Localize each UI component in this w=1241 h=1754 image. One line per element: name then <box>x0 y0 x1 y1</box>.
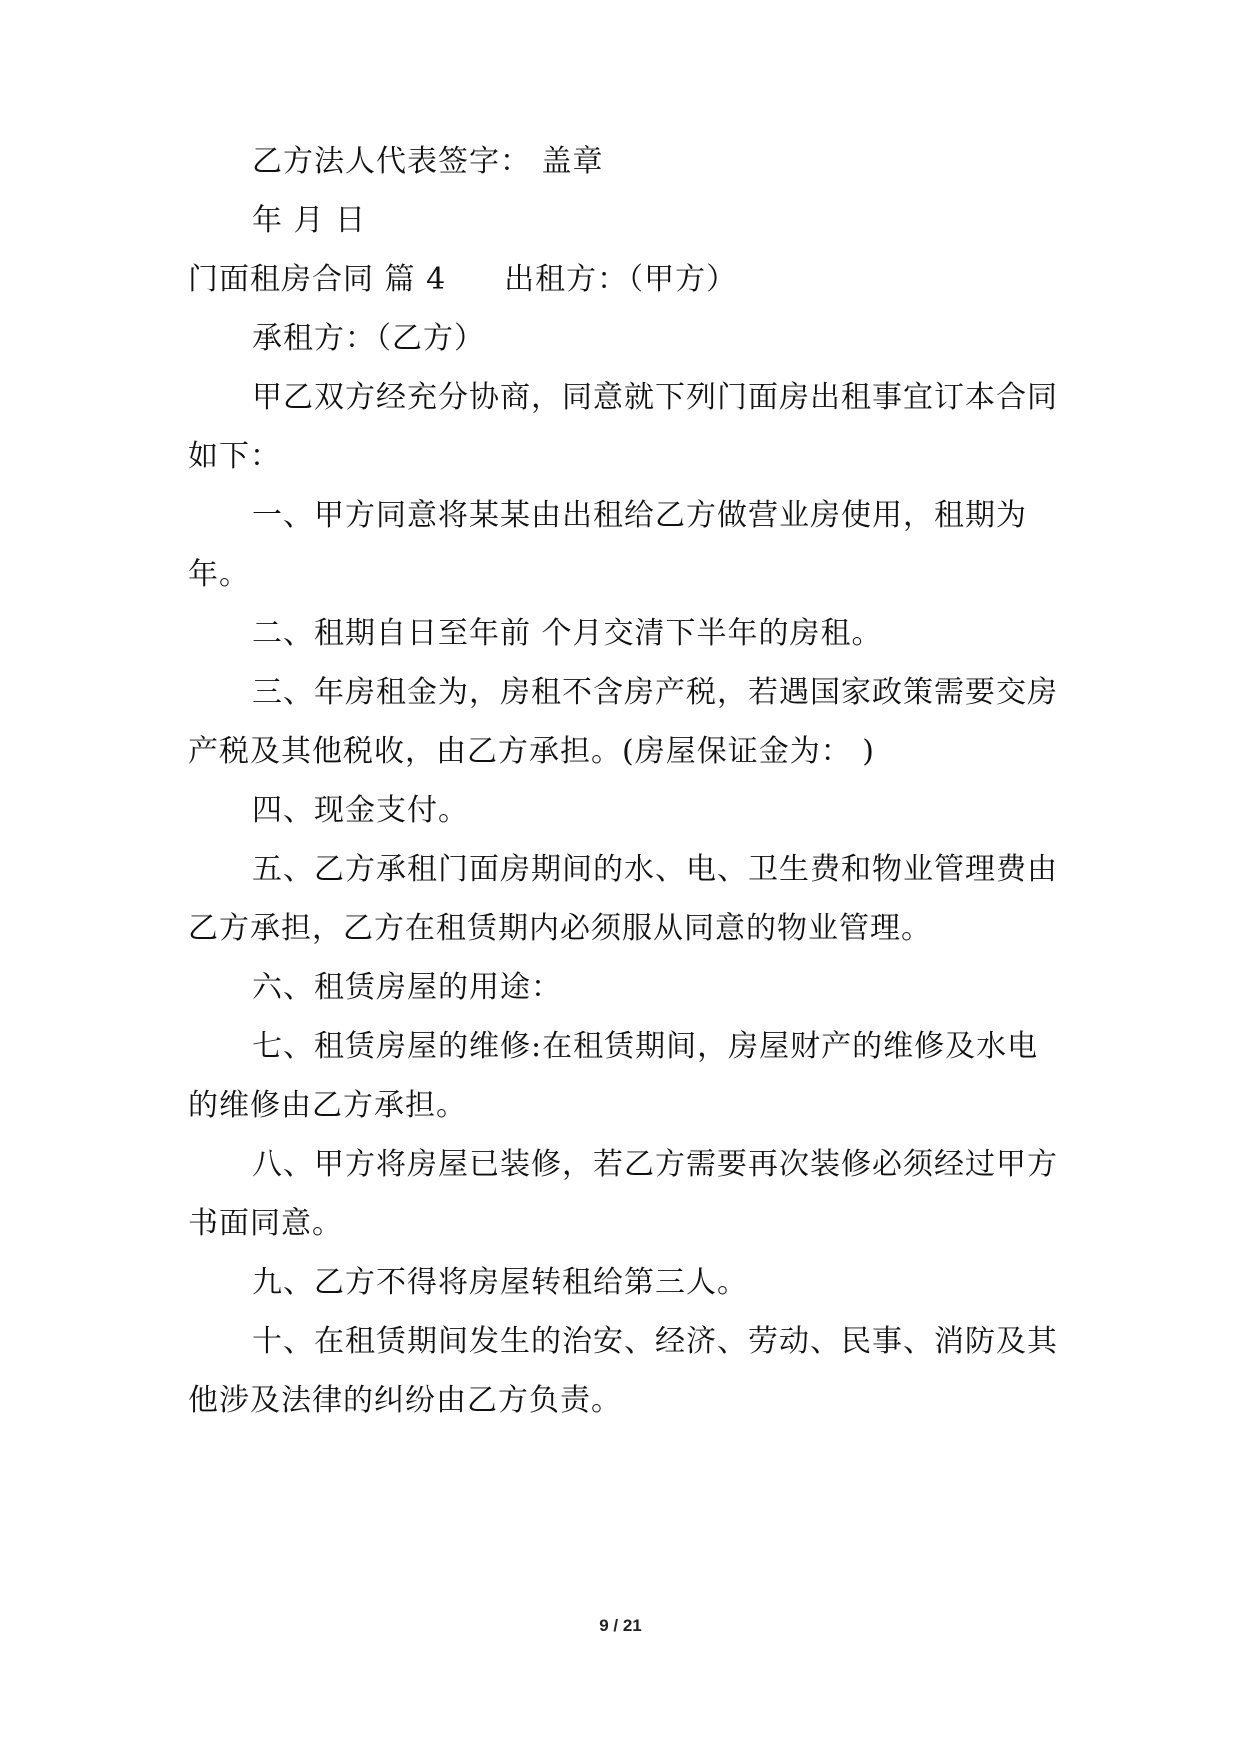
clause-8: 八、甲方将房屋已装修，若乙方需要再次装修必须经过甲方 <box>252 1147 1058 1182</box>
clause-1-cont: 年。 <box>188 557 250 592</box>
clause-5-cont: 乙方承担，乙方在租赁期内必须服从同意的物业管理。 <box>188 911 932 946</box>
clause-1: 一、甲方同意将某某由出租给乙方做营业房使用，租期为 <box>252 498 1027 533</box>
contract-title: 门面租房合同 篇 4 <box>188 262 447 297</box>
clause-7: 七、租赁房屋的维修:在租赁期间，房屋财产的维修及水电 <box>252 1029 1039 1064</box>
clause-3: 三、年房租金为，房租不含房产税，若遇国家政策需要交房 <box>252 675 1058 710</box>
clause-3-cont: 产税及其他税收，由乙方承担。(房屋保证金为： ) <box>188 734 875 769</box>
clause-6: 六、租赁房屋的用途： <box>252 970 562 1005</box>
clause-10: 十、在租赁期间发生的治安、经济、劳动、民事、消防及其 <box>252 1324 1058 1359</box>
paragraph-line: 如下： <box>188 439 281 474</box>
clause-10-cont: 他涉及法律的纠纷由乙方负责。 <box>188 1383 622 1418</box>
clause-8-cont: 书面同意。 <box>188 1206 343 1241</box>
date-line: 年 月 日 <box>252 203 367 238</box>
lessor-label: 出租方：（甲方） <box>504 262 738 297</box>
paragraph-line: 甲乙双方经充分协商，同意就下列门面房出租事宜订本合同 <box>252 380 1058 415</box>
lessee-label: 承租方：（乙方） <box>252 321 485 356</box>
page-number: 9 / 21 <box>599 1616 642 1635</box>
clause-9: 九、乙方不得将房屋转租给第三人。 <box>252 1265 748 1300</box>
signature-line: 乙方法人代表签字： 盖章 <box>252 144 604 179</box>
clause-4: 四、现金支付。 <box>252 793 469 828</box>
clause-7-cont: 的维修由乙方承担。 <box>188 1088 467 1123</box>
clause-5: 五、乙方承租门面房期间的水、电、卫生费和物业管理费由 <box>252 852 1058 887</box>
contract-heading <box>188 260 737 300</box>
clause-2: 二、租期自日至年前 个月交清下半年的房租。 <box>252 616 883 651</box>
